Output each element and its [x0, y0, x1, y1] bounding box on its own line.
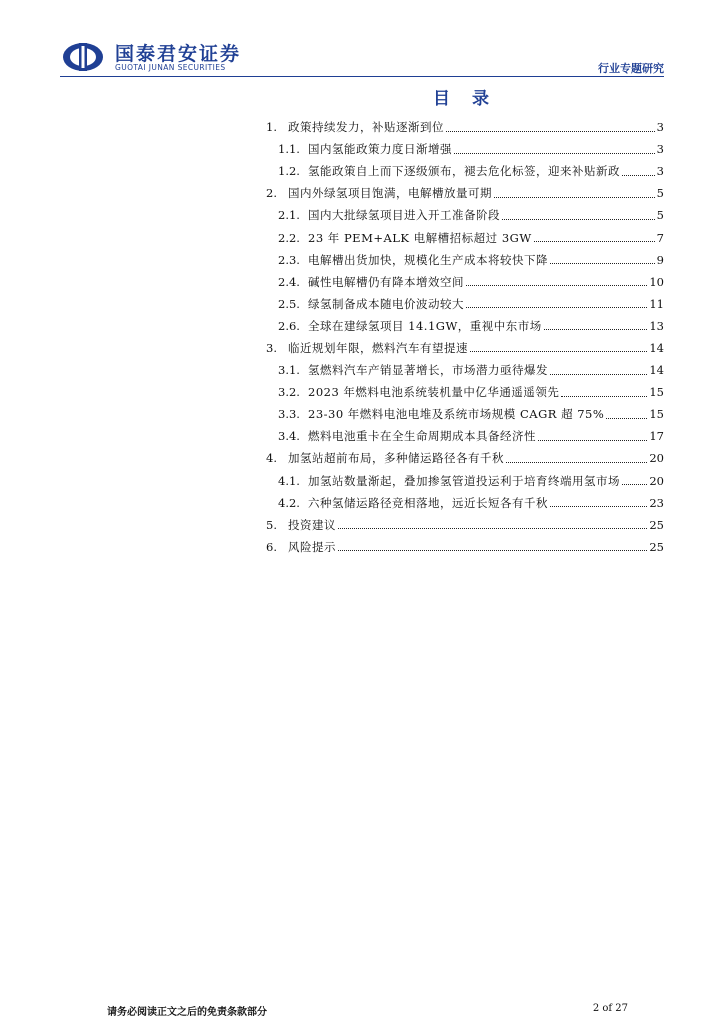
report-type-label: 行业专题研究 — [598, 62, 664, 75]
brand-name-en: GUOTAI JUNAN SECURITIES — [115, 63, 226, 72]
toc-entry-number: 4. — [266, 451, 277, 466]
toc-entry-title: 六种氢储运路径竞相落地，远近长短各有千秋 — [308, 495, 548, 510]
toc-entry-number: 6. — [266, 539, 277, 554]
toc-entry[interactable] — [266, 359, 664, 381]
toc-entry-title: 加氢站数量渐起，叠加掺氢管道投运利于培育终端用氢市场 — [308, 473, 620, 488]
toc-entry[interactable] — [266, 514, 664, 536]
toc-entry-page: 9 — [656, 252, 664, 267]
toc-entry-page: 25 — [649, 517, 664, 532]
toc-leader-dots — [454, 153, 655, 154]
toc-leader-dots — [506, 462, 647, 463]
toc-entry-title: 氢燃料汽车产销显著增长，市场潜力亟待爆发 — [308, 363, 548, 378]
toc-entry-page: 15 — [649, 407, 664, 422]
toc-entry-number: 2.4. — [278, 274, 300, 289]
toc-entry-number: 2.2. — [278, 230, 300, 245]
toc-entry-number: 3.2. — [278, 385, 300, 400]
toc-entry-title: 国内外绿氢项目饱满，电解槽放量可期 — [288, 186, 492, 201]
toc-entry[interactable] — [266, 315, 664, 337]
toc-entry-number: 1.1. — [278, 142, 300, 157]
toc-leader-dots — [494, 197, 655, 198]
toc-entry[interactable] — [266, 182, 664, 204]
toc-entry-number: 4.2. — [278, 495, 300, 510]
toc-entry-page: 13 — [649, 318, 664, 333]
toc-entry-title: 碱性电解槽仍有降本增效空间 — [308, 274, 464, 289]
toc-entry-number: 1. — [266, 120, 277, 135]
toc-entry-number: 3.1. — [278, 363, 300, 378]
brand-name-cn: 国泰君安证券 — [115, 43, 242, 65]
toc-entry-number: 1.2. — [278, 164, 300, 179]
toc-entry-title: 风险提示 — [288, 539, 336, 554]
toc-leader-dots — [534, 241, 655, 242]
toc-entry[interactable] — [266, 271, 664, 293]
toc-entry-title: 绿氢制备成本随电价波动较大 — [308, 296, 464, 311]
toc-leader-dots — [550, 263, 655, 264]
header-divider — [60, 76, 664, 77]
toc-entry-page: 5 — [656, 208, 664, 223]
toc-entry-title: 燃料电池重卡在全生命周期成本具备经济性 — [308, 429, 536, 444]
toc-entry-page: 3 — [656, 120, 664, 135]
toc-entry-title: 23-30 年燃料电池电堆及系统市场规模 CAGR 超 75% — [308, 407, 605, 422]
toc-entry[interactable] — [266, 536, 664, 558]
toc-entry[interactable] — [266, 204, 664, 226]
toc-entry-page: 20 — [649, 473, 664, 488]
toc-leader-dots — [502, 219, 655, 220]
toc-entry[interactable] — [266, 337, 664, 359]
toc-entry[interactable] — [266, 470, 664, 492]
toc-entry-number: 2. — [266, 186, 277, 201]
toc-leader-dots — [538, 440, 647, 441]
footer-page-number: 2 of 27 — [592, 1003, 628, 1014]
page-header — [0, 0, 724, 80]
toc-leader-dots — [550, 506, 647, 507]
toc-entry-title: 2023 年燃料电池系统装机量中亿华通遥遥领先 — [308, 385, 560, 400]
toc-entry-number: 3. — [266, 340, 277, 355]
toc-entry-number: 2.5. — [278, 296, 300, 311]
toc-entry-number: 3.4. — [278, 429, 300, 444]
toc-title: 目 录 — [433, 89, 497, 109]
toc-entry-page: 3 — [656, 142, 664, 157]
toc-leader-dots — [550, 374, 647, 375]
toc-entry-page: 25 — [649, 539, 664, 554]
toc-entry-page: 10 — [649, 274, 664, 289]
toc-entry[interactable] — [266, 403, 664, 425]
toc-leader-dots — [470, 351, 647, 352]
toc-entry-title: 23 年 PEM+ALK 电解槽招标超过 3GW — [308, 230, 532, 245]
toc-entry-page: 20 — [649, 451, 664, 466]
toc-entry-page: 11 — [649, 296, 664, 311]
toc-entry-number: 5. — [266, 517, 277, 532]
toc-entry-page: 14 — [649, 340, 664, 355]
toc-entry[interactable] — [266, 447, 664, 469]
toc-entry-page: 15 — [649, 385, 664, 400]
toc-entry-page: 7 — [656, 230, 664, 245]
toc-leader-dots — [606, 418, 647, 419]
toc-entry[interactable] — [266, 138, 664, 160]
toc-entry-title: 国内大批绿氢项目进入开工准备阶段 — [308, 208, 500, 223]
toc-entry-title: 全球在建绿氢项目 14.1GW，重视中东市场 — [308, 318, 542, 333]
toc-entry[interactable] — [266, 293, 664, 315]
toc-leader-dots — [338, 528, 647, 529]
toc-leader-dots — [466, 285, 647, 286]
toc-entry-number: 2.3. — [278, 252, 300, 267]
guotai-junan-logo-icon — [62, 42, 104, 72]
toc-entry[interactable] — [266, 249, 664, 271]
toc-entry[interactable] — [266, 116, 664, 138]
toc-leader-dots — [561, 396, 647, 397]
toc-entry-number: 3.3. — [278, 407, 300, 422]
toc-leader-dots — [466, 307, 647, 308]
toc-entry-title: 氢能政策自上而下逐级颁布，褪去危化标签，迎来补贴新政 — [308, 164, 620, 179]
toc-entry-title: 临近规划年限，燃料汽车有望提速 — [288, 340, 468, 355]
toc-entry[interactable] — [266, 381, 664, 403]
toc-entry-page: 17 — [649, 429, 664, 444]
toc-entry-page: 5 — [656, 186, 664, 201]
toc-entry-page: 3 — [656, 164, 664, 179]
table-of-contents — [266, 116, 664, 558]
toc-leader-dots — [622, 175, 655, 176]
toc-entry-title: 国内氢能政策力度日渐增强 — [308, 142, 452, 157]
footer-disclaimer: 请务必阅读正文之后的免责条款部分 — [107, 1007, 267, 1018]
toc-leader-dots — [622, 484, 647, 485]
toc-entry-title: 电解槽出货加快，规模化生产成本将较快下降 — [308, 252, 548, 267]
toc-entry-number: 2.1. — [278, 208, 300, 223]
toc-entry-number: 4.1. — [278, 473, 300, 488]
toc-leader-dots — [338, 550, 647, 551]
toc-leader-dots — [544, 329, 648, 330]
toc-entry-page: 14 — [649, 363, 664, 378]
toc-entry-page: 23 — [649, 495, 664, 510]
toc-entry[interactable] — [266, 492, 664, 514]
toc-entry-title: 投资建议 — [288, 517, 336, 532]
toc-entry-title: 加氢站超前布局，多种储运路径各有千秋 — [288, 451, 504, 466]
toc-entry[interactable] — [266, 226, 664, 248]
toc-leader-dots — [446, 131, 655, 132]
toc-entry-number: 2.6. — [278, 318, 300, 333]
toc-entry[interactable] — [266, 425, 664, 447]
toc-entry-title: 政策持续发力，补贴逐渐到位 — [288, 120, 444, 135]
toc-entry[interactable] — [266, 160, 664, 182]
